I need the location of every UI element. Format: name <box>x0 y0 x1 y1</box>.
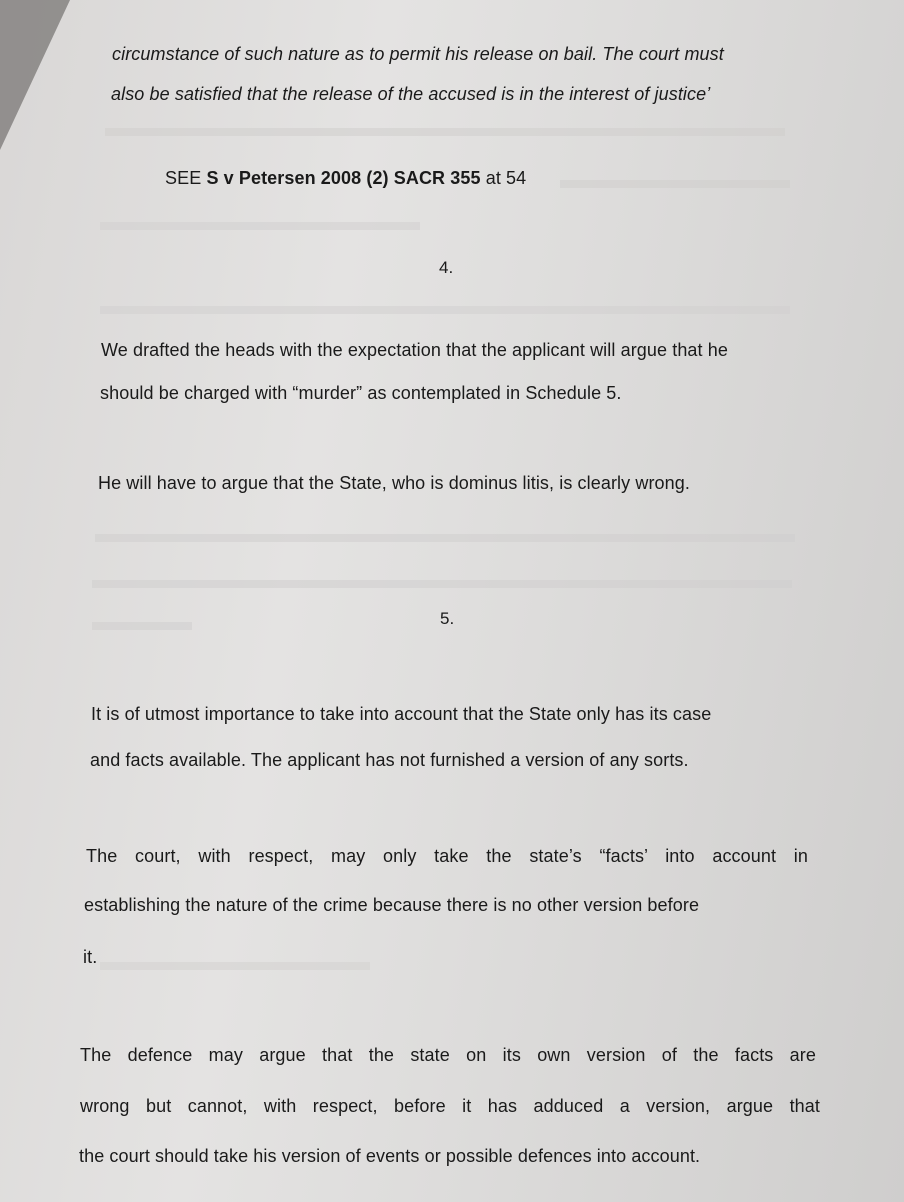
paragraph-line: and facts available. The applicant has not furnished a version of any sorts. <box>90 750 689 770</box>
page-corner-shadow <box>0 0 70 150</box>
quote-line: also be satisfied that the release of the accused is in the interest of justice’ <box>111 84 711 104</box>
bleed-through-mark <box>105 128 785 136</box>
citation-case: S v Petersen 2008 (2) SACR 355 <box>206 168 481 188</box>
paragraph-line: It is of utmost importance to take into account that the State only has its case <box>91 704 712 724</box>
paragraph-number: 5. <box>440 609 455 628</box>
paragraph-line: We drafted the heads with the expectation that the applicant will argue that he <box>101 340 728 360</box>
quote-line: circumstance of such nature as to permit his release on bail. The court must <box>112 44 724 64</box>
paragraph-line: wrong but cannot, with respect, before it has adduced a version, argue that <box>80 1096 820 1116</box>
paragraph-line: The defence may argue that the state on its own version of the facts are <box>80 1045 816 1065</box>
citation-prefix: SEE <box>165 168 202 188</box>
paragraph-line: it. <box>83 947 98 967</box>
paragraph-number: 4. <box>439 258 454 277</box>
paragraph-line: should be charged with “murder” as contemplated in Schedule 5. <box>100 383 622 403</box>
paragraph-line: He will have to argue that the State, who is dominus litis, is clearly wrong. <box>98 473 690 493</box>
bleed-through-mark <box>100 962 370 970</box>
citation-suffix: at 54 <box>485 168 527 188</box>
paragraph-line: The court, with respect, may only take the state’s “facts’ into account in <box>86 846 808 866</box>
bleed-through-mark <box>100 306 790 314</box>
bleed-through-mark <box>92 580 792 588</box>
bleed-through-mark <box>560 180 790 188</box>
bleed-through-mark <box>92 622 192 630</box>
bleed-through-mark <box>95 534 795 542</box>
paragraph-line: the court should take his version of events or possible defences into account. <box>79 1146 701 1166</box>
bleed-through-mark <box>100 222 420 230</box>
case-citation <box>165 168 526 189</box>
paragraph-line: establishing the nature of the crime because there is no other version before <box>84 895 700 915</box>
